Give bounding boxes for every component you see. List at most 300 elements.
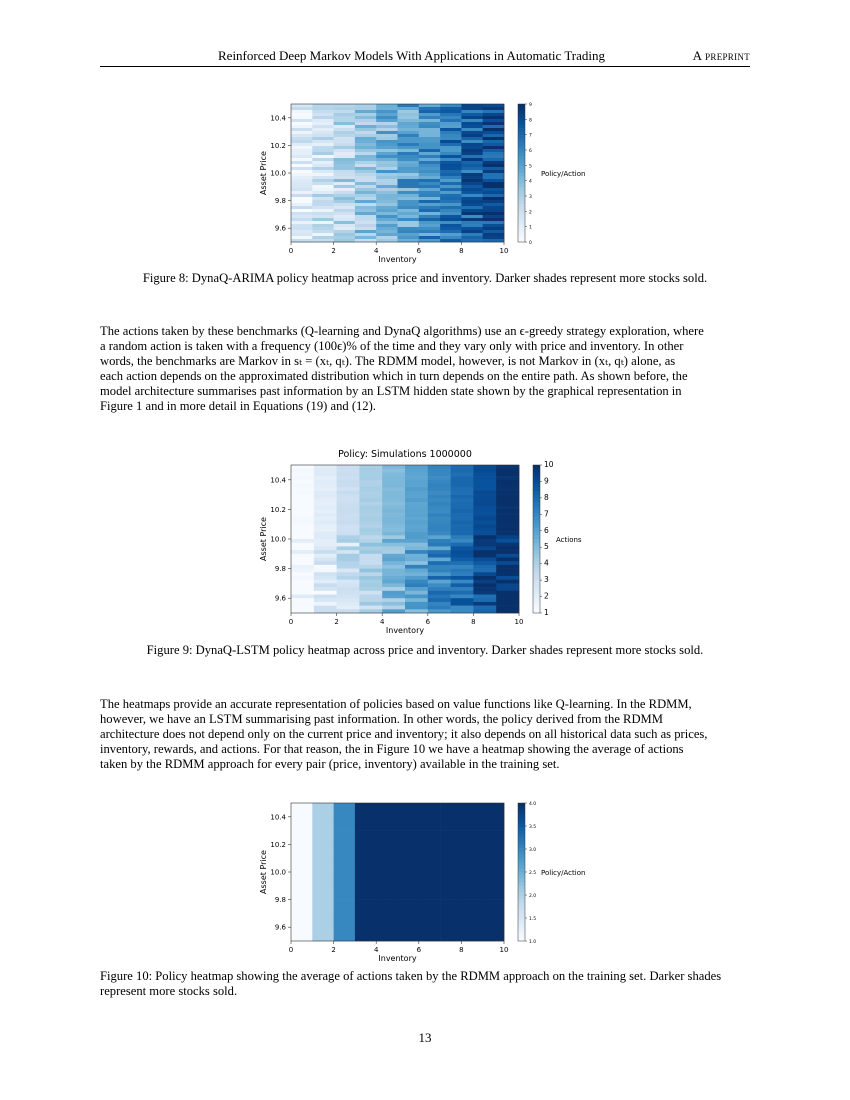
colorbar-tick-label: 8	[529, 118, 532, 124]
heatmap-cell	[312, 128, 334, 131]
heatmap-cell	[314, 602, 337, 606]
heatmap-cell	[496, 583, 519, 587]
heatmap-cell	[376, 831, 398, 845]
heatmap-cell	[376, 125, 398, 128]
heatmap-cell	[312, 858, 334, 872]
heatmap-cell	[483, 803, 505, 817]
heatmap-cell	[359, 469, 382, 473]
heatmap-cell	[376, 104, 398, 107]
heatmap-cell	[291, 803, 313, 817]
heatmap-cell	[337, 539, 360, 543]
paragraph-1-line: model architecture summarises past information by an LSTM hidden state shown by the graphical representation in	[100, 384, 682, 399]
heatmap-cell	[355, 182, 377, 185]
heatmap-cell	[382, 498, 405, 502]
heatmap-cell	[355, 152, 377, 155]
heatmap-cell	[451, 587, 474, 591]
header-tag: A preprint	[692, 48, 750, 63]
heatmap-cell	[461, 188, 483, 191]
y-tick-label: 10.0	[270, 535, 286, 544]
heatmap-cell	[312, 817, 334, 831]
heatmap-cell	[496, 602, 519, 606]
heatmap-cell	[451, 558, 474, 562]
heatmap-cell	[334, 116, 356, 119]
heatmap-cell	[376, 200, 398, 203]
heatmap-cell	[337, 506, 360, 510]
colorbar-step	[533, 502, 540, 506]
heatmap-cell	[496, 506, 519, 510]
heatmap-cell	[291, 119, 313, 122]
colorbar-tick-label: 3.5	[529, 825, 537, 830]
heatmap-cell	[382, 469, 405, 473]
heatmap-cell	[314, 546, 337, 550]
colorbar-step	[518, 121, 525, 125]
colorbar	[518, 104, 525, 242]
heatmap-cell	[398, 203, 420, 206]
heatmap-cells	[291, 803, 504, 941]
heatmap-cell	[382, 513, 405, 517]
heatmap-cell	[291, 521, 314, 525]
heatmap-cell	[312, 176, 334, 179]
heatmap-cell	[314, 472, 337, 476]
heatmap-cell	[291, 502, 314, 506]
heatmap-cell	[376, 185, 398, 188]
heatmap-cell	[473, 524, 496, 528]
heatmap-cell	[355, 116, 377, 119]
heatmap-cell	[473, 535, 496, 539]
heatmap-cell	[359, 550, 382, 554]
heatmap-cell	[451, 495, 474, 499]
heatmap-cell	[291, 509, 314, 513]
heatmap-cell	[483, 158, 505, 161]
heatmap-cell	[355, 170, 377, 173]
heatmap-cell	[382, 572, 405, 576]
heatmap-cell	[359, 595, 382, 599]
heatmap-cell	[291, 107, 313, 110]
heatmap-cell	[483, 200, 505, 203]
heatmap-cell	[428, 495, 451, 499]
y-tick-label: 10.0	[270, 868, 286, 877]
colorbar-step	[533, 495, 540, 499]
heatmap-cell	[312, 158, 334, 161]
heatmap-cell	[428, 569, 451, 573]
figure-10	[250, 795, 610, 963]
heatmap-cell	[398, 858, 420, 872]
heatmap-cell	[483, 233, 505, 236]
heatmap-cell	[473, 484, 496, 488]
heatmap-cell	[291, 913, 313, 927]
heatmap-cell	[398, 134, 420, 137]
heatmap-cell	[473, 565, 496, 569]
heatmap-cell	[440, 122, 462, 125]
heatmap-cell	[291, 886, 313, 900]
heatmap-cell	[376, 155, 398, 158]
heatmap-cell	[483, 872, 505, 886]
heatmap-cell	[334, 200, 356, 203]
heatmap-cell	[440, 913, 462, 927]
y-tick-label: 9.6	[274, 224, 286, 233]
colorbar-step	[518, 201, 525, 205]
colorbar-step	[533, 576, 540, 580]
heatmap-cell	[428, 480, 451, 484]
heatmap-cell	[405, 513, 428, 517]
heatmap-cell	[337, 502, 360, 506]
colorbar-tick-label: 3.0	[529, 848, 537, 853]
heatmap-cell	[496, 513, 519, 517]
heatmap-cell	[359, 472, 382, 476]
colorbar-step	[518, 176, 525, 180]
colorbar-step	[518, 896, 525, 900]
heatmap-cell	[419, 137, 441, 140]
x-tick-label: 2	[334, 618, 339, 626]
heatmap-cell	[398, 212, 420, 215]
heatmap-fig8	[250, 96, 610, 264]
colorbar-step	[533, 524, 540, 528]
heatmap-cell	[334, 803, 356, 817]
heatmap-cell	[382, 576, 405, 580]
paragraph-2-line: architecture does not depend only on the current price and inventory; it also depends on all historical data such as prices,	[100, 727, 708, 742]
heatmap-cell	[440, 143, 462, 146]
heatmap-cell	[334, 212, 356, 215]
heatmap-cell	[334, 209, 356, 212]
heatmap-cell	[376, 224, 398, 227]
heatmap-cell	[483, 212, 505, 215]
heatmap-cell	[337, 535, 360, 539]
heatmap-cell	[440, 831, 462, 845]
heatmap-cell	[440, 182, 462, 185]
heatmap-cell	[473, 546, 496, 550]
heatmap-cell	[483, 817, 505, 831]
heatmap-cell	[398, 182, 420, 185]
heatmap-cell	[419, 844, 441, 858]
colorbar-step	[518, 170, 525, 174]
colorbar-tick-label: 1	[529, 225, 532, 231]
x-tick-label: 0	[288, 618, 294, 626]
heatmap-cell	[312, 155, 334, 158]
heatmap-cell	[428, 465, 451, 469]
heatmap-cell	[451, 476, 474, 480]
heatmap-cell	[405, 487, 428, 491]
heatmap-cell	[291, 176, 313, 179]
heatmap-cell	[461, 227, 483, 230]
heatmap-cell	[440, 179, 462, 182]
heatmap-cell	[496, 580, 519, 584]
heatmap-cell	[496, 561, 519, 565]
heatmap-cell	[312, 197, 334, 200]
heatmap-cell	[496, 595, 519, 599]
heatmap-cell	[355, 146, 377, 149]
heatmap-cell	[359, 480, 382, 484]
colorbar-step	[518, 152, 525, 156]
heatmap-cell	[314, 491, 337, 495]
heatmap-cell	[291, 182, 313, 185]
heatmap-cell	[355, 194, 377, 197]
heatmap-cell	[496, 572, 519, 576]
heatmap-cell	[359, 572, 382, 576]
heatmap-cell	[291, 576, 314, 580]
heatmap-cell	[376, 817, 398, 831]
heatmap-cell	[428, 572, 451, 576]
heatmap-cell	[334, 158, 356, 161]
heatmap-cell	[314, 583, 337, 587]
heatmap-cell	[312, 125, 334, 128]
heatmap-cell	[483, 203, 505, 206]
heatmap-cell	[419, 125, 441, 128]
heatmap-cell	[334, 197, 356, 200]
heatmap-cell	[359, 561, 382, 565]
heatmap-cell	[398, 155, 420, 158]
heatmap-cell	[461, 173, 483, 176]
heatmap-cell	[496, 554, 519, 558]
heatmap-cell	[337, 580, 360, 584]
heatmap-cell	[334, 170, 356, 173]
heatmap-cell	[461, 803, 483, 817]
colorbar-step	[533, 476, 540, 480]
heatmap-cell	[312, 143, 334, 146]
heatmap-cell	[483, 900, 505, 914]
heatmap-cell	[428, 595, 451, 599]
colorbar-step	[518, 820, 525, 824]
heatmap-cell	[496, 576, 519, 580]
heatmap-cell	[461, 913, 483, 927]
colorbar-step	[533, 484, 540, 488]
heatmap-cell	[419, 134, 441, 137]
heatmap-cell	[291, 197, 313, 200]
heatmap-cell	[355, 206, 377, 209]
heatmap-cell	[461, 209, 483, 212]
heatmap-cell	[473, 572, 496, 576]
heatmap-cell	[291, 550, 314, 554]
heatmap-cell	[461, 844, 483, 858]
heatmap-cell	[461, 900, 483, 914]
heatmap-cell	[312, 212, 334, 215]
heatmap-cell	[314, 476, 337, 480]
heatmap-cell	[405, 550, 428, 554]
heatmap-cell	[314, 606, 337, 610]
heatmap-cell	[359, 535, 382, 539]
heatmap-cell	[314, 543, 337, 547]
heatmap-cell	[451, 539, 474, 543]
heatmap-cell	[382, 495, 405, 499]
heatmap-cell	[312, 113, 334, 116]
heatmap-cell	[337, 528, 360, 532]
colorbar-step	[518, 228, 525, 232]
heatmap-cell	[451, 583, 474, 587]
colorbar-step	[518, 806, 525, 810]
colorbar-step	[518, 163, 525, 167]
chart-title: Policy: Simulations 1000000	[338, 449, 472, 460]
heatmap-cell	[312, 230, 334, 233]
heatmap-cell	[405, 602, 428, 606]
heatmap-cell	[291, 191, 313, 194]
heatmap-cell	[312, 206, 334, 209]
heatmap-cell	[334, 179, 356, 182]
heatmap-cell	[398, 131, 420, 134]
heatmap-cell	[334, 206, 356, 209]
heatmap-cell	[312, 179, 334, 182]
heatmap-cell	[398, 116, 420, 119]
colorbar-tick-label: 7	[529, 133, 532, 139]
heatmap-cell	[355, 230, 377, 233]
paragraph-1-line: Figure 1 and in more detail in Equations (19) and (12).	[100, 399, 376, 414]
heatmap-cell	[451, 572, 474, 576]
heatmap-cell	[428, 484, 451, 488]
x-tick-label: 8	[459, 247, 464, 255]
heatmap-cell	[291, 498, 314, 502]
colorbar-step	[518, 875, 525, 879]
heatmap-cell	[440, 212, 462, 215]
heatmap-cell	[376, 212, 398, 215]
heatmap-cell	[440, 218, 462, 221]
heatmap-cell	[405, 506, 428, 510]
heatmap-cell	[314, 591, 337, 595]
heatmap-cell	[312, 900, 334, 914]
colorbar-step	[518, 197, 525, 201]
heatmap-cell	[398, 107, 420, 110]
heatmap-cell	[440, 119, 462, 122]
heatmap-cell	[376, 164, 398, 167]
y-tick-label: 9.8	[274, 565, 286, 574]
colorbar-step	[533, 598, 540, 602]
x-tick-label: 8	[471, 618, 476, 626]
heatmap-cell	[382, 472, 405, 476]
heatmap-cell	[291, 554, 314, 558]
heatmap-cell	[496, 558, 519, 562]
heatmap-cell	[337, 509, 360, 513]
heatmap-cell	[483, 164, 505, 167]
heatmap-cell	[334, 215, 356, 218]
heatmap-cell	[312, 146, 334, 149]
heatmap-cell	[382, 561, 405, 565]
heatmap-cell	[428, 524, 451, 528]
colorbar-step	[518, 834, 525, 838]
heatmap-cell	[291, 528, 314, 532]
heatmap-cell	[496, 550, 519, 554]
heatmap-cell	[473, 491, 496, 495]
heatmap-cell	[334, 927, 356, 941]
colorbar-step	[518, 139, 525, 143]
heatmap-cell	[376, 913, 398, 927]
colorbar-step	[518, 903, 525, 907]
heatmap-cell	[419, 212, 441, 215]
heatmap-cell	[496, 532, 519, 536]
heatmap-cell	[291, 161, 313, 164]
heatmap-cell	[473, 532, 496, 536]
heatmap-cell	[398, 188, 420, 191]
heatmap-cell	[440, 227, 462, 230]
heatmap-cell	[314, 561, 337, 565]
heatmap-cell	[428, 506, 451, 510]
heatmap-cell	[483, 191, 505, 194]
heatmap-cell	[355, 209, 377, 212]
heatmap-cell	[483, 236, 505, 239]
heatmap-cell	[419, 170, 441, 173]
paragraph-1	[100, 324, 750, 415]
colorbar-step	[533, 550, 540, 554]
heatmap-cell	[355, 113, 377, 116]
heatmap-cell	[382, 484, 405, 488]
colorbar-step	[518, 920, 525, 924]
colorbar	[518, 803, 525, 941]
heatmap-cell	[314, 528, 337, 532]
heatmap-cell	[461, 927, 483, 941]
heatmap-cell	[314, 480, 337, 484]
heatmap-cell	[337, 469, 360, 473]
figure-9	[250, 440, 610, 636]
heatmap-cell	[291, 569, 314, 573]
y-axis-label: Asset Price	[259, 151, 268, 195]
heatmap-cell	[440, 155, 462, 158]
heatmap-cells	[291, 104, 504, 242]
heatmap-cell	[355, 104, 377, 107]
heatmap-cell	[382, 491, 405, 495]
heatmap-cell	[473, 543, 496, 547]
heatmap-cell	[334, 173, 356, 176]
heatmap-cell	[376, 236, 398, 239]
heatmap-cell	[405, 569, 428, 573]
heatmap-cell	[334, 233, 356, 236]
heatmap-cell	[461, 236, 483, 239]
heatmap-cell	[337, 495, 360, 499]
heatmap-cell	[291, 535, 314, 539]
heatmap-cell	[428, 476, 451, 480]
heatmap-cell	[483, 131, 505, 134]
heatmap-cell	[398, 191, 420, 194]
heatmap-cell	[451, 554, 474, 558]
heatmap-cell	[451, 524, 474, 528]
heatmap-cell	[312, 188, 334, 191]
heatmap-cell	[291, 164, 313, 167]
colorbar-tick-label: 4	[544, 558, 549, 568]
heatmap-cell	[451, 484, 474, 488]
heatmap-cell	[376, 176, 398, 179]
heatmap-cell	[440, 158, 462, 161]
heatmap-cell	[314, 487, 337, 491]
heatmap-cell	[359, 543, 382, 547]
heatmap-cell	[461, 140, 483, 143]
heatmap-cell	[355, 149, 377, 152]
heatmap-cell	[355, 164, 377, 167]
colorbar-tick-label: 6	[529, 149, 532, 154]
heatmap-cell	[376, 179, 398, 182]
heatmap-cell	[337, 602, 360, 606]
heatmap-cell	[291, 517, 314, 521]
heatmap-cell	[483, 161, 505, 164]
heatmap-cell	[382, 528, 405, 532]
heatmap-cell	[461, 831, 483, 845]
heatmap-cell	[461, 221, 483, 224]
heatmap-cell	[496, 509, 519, 513]
heatmap-cell	[376, 927, 398, 941]
heatmap-cell	[451, 517, 474, 521]
colorbar-step	[533, 528, 540, 532]
heatmap-cell	[419, 191, 441, 194]
colorbar-step	[518, 813, 525, 817]
heatmap-cell	[291, 230, 313, 233]
heatmap-cell	[405, 580, 428, 584]
heatmap-cell	[382, 598, 405, 602]
heatmap-cell	[398, 179, 420, 182]
colorbar-tick-label: 2	[529, 210, 532, 216]
heatmap-cell	[451, 595, 474, 599]
heatmap-cell	[440, 215, 462, 218]
heatmap-cell	[398, 158, 420, 161]
heatmap-cell	[428, 487, 451, 491]
heatmap-cell	[461, 170, 483, 173]
heatmap-cell	[419, 206, 441, 209]
heatmap-cell	[440, 173, 462, 176]
heatmap-cell	[291, 484, 314, 488]
heatmap-cell	[337, 472, 360, 476]
